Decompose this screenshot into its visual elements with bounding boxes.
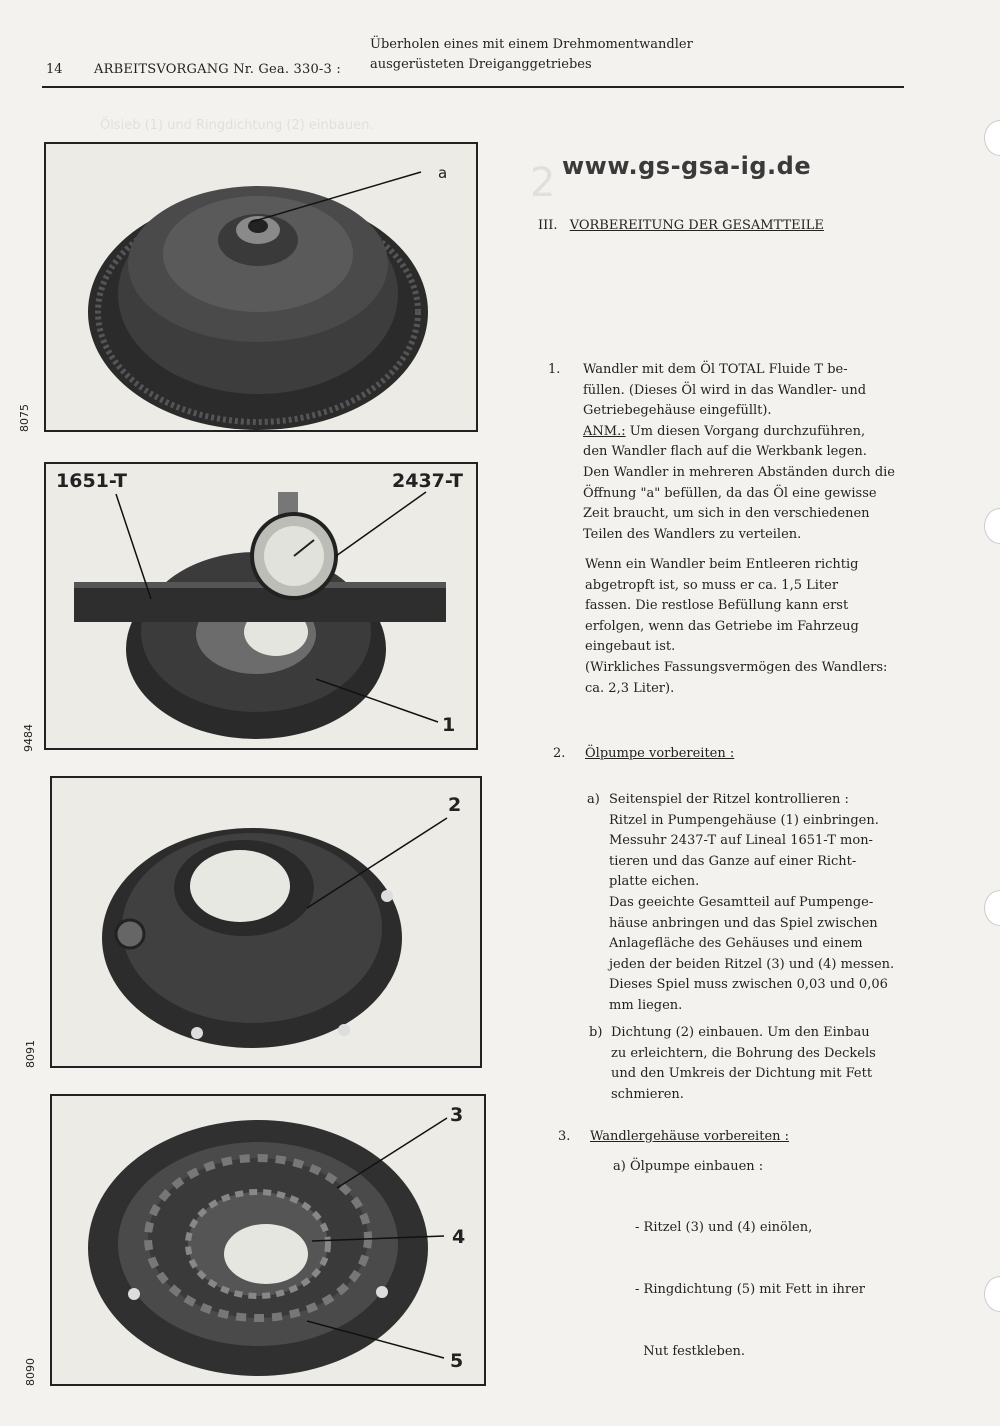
item2-b-text: [611, 1023, 911, 1105]
binder-hole: [984, 508, 1000, 544]
text-line: Ritzel in Pumpengehäuse (1) einbringen.: [609, 812, 879, 828]
text-line: mm liegen.: [609, 997, 683, 1013]
text-line: platte eichen.: [609, 874, 700, 890]
label-a: a: [438, 164, 448, 182]
item-number: 3.: [558, 1129, 571, 1144]
bullet-line: Nut festkleben.: [635, 1343, 746, 1359]
photo-pump-gears: [50, 1094, 486, 1386]
item2-b-label: b): [589, 1025, 603, 1040]
item1-text: [583, 360, 913, 545]
label-1651-t: 1651-T: [56, 470, 127, 492]
text-line: füllen. (Dieses Öl wird in das Wandler- und: [583, 382, 867, 398]
text-line: Teilen des Wandlers zu verteilen.: [583, 526, 802, 542]
item-number: 1.: [548, 362, 561, 377]
text-line: tieren und das Ganze auf einer Richt-: [609, 853, 857, 869]
text-line: Seitenspiel der Ritzel kontrollieren :: [609, 792, 849, 807]
photo-pump-housing-gauge: [44, 462, 478, 750]
anm-label: ANM.:: [583, 423, 626, 439]
text-line: Dieses Spiel muss zwischen 0,03 und 0,06: [609, 977, 888, 993]
procedure-label: ARBEITSVORGANG Nr. Gea. 330-3 :: [94, 62, 341, 77]
text-line: jeden der beiden Ritzel (3) und (4) messen.: [609, 956, 895, 972]
label-4: 4: [452, 1226, 466, 1248]
document-title-line1: Überholen eines mit einem Drehmomentwandler: [370, 37, 693, 52]
text-line: erfolgen, wenn das Getriebe im Fahrzeug: [585, 618, 859, 634]
text-line: Messuhr 2437-T auf Lineal 1651-T mon-: [609, 833, 873, 849]
section-number: III.: [538, 218, 558, 233]
text-line: zu erleichtern, die Bohrung des Deckels: [611, 1045, 876, 1061]
binder-hole: [984, 890, 1000, 926]
label-2: 2: [448, 794, 462, 816]
text-line: abgetropft ist, so muss er ca. 1,5 Liter: [585, 577, 839, 593]
bullet-line: - Ritzel (3) und (4) einölen,: [635, 1220, 813, 1236]
text-line: den Wandler flach auf die Werkbank legen.: [583, 444, 867, 460]
text-line: Dichtung (2) einbauen. Um den Einbau: [611, 1025, 870, 1040]
text-line: Zeit braucht, um sich in den verschiedenen: [583, 506, 870, 522]
text-line: Das geeichte Gesamtteil auf Pumpenge-: [609, 894, 874, 910]
item-number: 2.: [553, 746, 566, 761]
figure-code: 8090: [24, 1358, 37, 1386]
website-watermark: www.gs-gsa-ig.de: [562, 152, 812, 180]
figure-code: 8091: [24, 1040, 37, 1068]
label-3: 3: [450, 1104, 464, 1126]
text-line: Anlagefläche des Gehäuses und einem: [609, 936, 863, 952]
section-heading: [538, 216, 824, 237]
item3-a-line: a) Ölpumpe einbauen :: [613, 1159, 764, 1174]
binder-hole: [984, 1276, 1000, 1312]
item2-a-label: a): [587, 792, 600, 807]
document-title-line2: ausgerüsteten Dreiganggetriebes: [370, 57, 592, 72]
item1-paragraph2: [585, 555, 905, 699]
binder-hole: [984, 120, 1000, 156]
text-line: Den Wandler in mehreren Abständen durch die: [583, 464, 895, 480]
text-line: (Wirkliches Fassungsvermögen des Wandlers:: [585, 659, 888, 675]
bullet-line: - Ringdichtung (5) mit Fett in ihrer: [635, 1281, 866, 1297]
section-title: VORBEREITUNG DER GESAMTTEILE: [569, 218, 824, 233]
text-line: Öffnung "a" befüllen, da das Öl eine gewisse: [583, 485, 877, 501]
text-line: Wandler mit dem Öl TOTAL Fluide T be-: [583, 362, 848, 377]
item2-heading: Ölpumpe vorbereiten :: [585, 746, 735, 761]
figure-code: 9484: [22, 724, 35, 752]
item3-bullets: [635, 1177, 915, 1383]
label-2437-t: 2437-T: [392, 470, 463, 492]
photo-pump-cover-gasket: [50, 776, 482, 1068]
figure-code: 8075: [18, 404, 31, 432]
label-1: 1: [442, 714, 456, 736]
item2-a-text: [609, 790, 929, 1017]
item3-heading: Wandlergehäuse vorbereiten :: [590, 1129, 790, 1144]
anm-line: ANM.: Um diesen Vorgang durchzuführen,: [583, 423, 866, 439]
label-5: 5: [450, 1350, 464, 1372]
text-line: schmieren.: [611, 1086, 684, 1102]
header-rule: [42, 86, 904, 88]
photo-torque-converter: [44, 142, 478, 432]
text-line: fassen. Die restlose Befüllung kann erst: [585, 598, 849, 614]
text-line: Getriebegehäuse eingefüllt).: [583, 403, 772, 419]
page-number: 14: [46, 62, 63, 77]
text-line: eingebaut ist.: [585, 639, 676, 655]
text-line: ca. 2,3 Liter).: [585, 680, 675, 696]
text-line: Wenn ein Wandler beim Entleeren richtig: [585, 557, 859, 572]
text-line: und den Umkreis der Dichtung mit Fett: [611, 1066, 873, 1082]
text-line: häuse anbringen und das Spiel zwischen: [609, 915, 878, 931]
